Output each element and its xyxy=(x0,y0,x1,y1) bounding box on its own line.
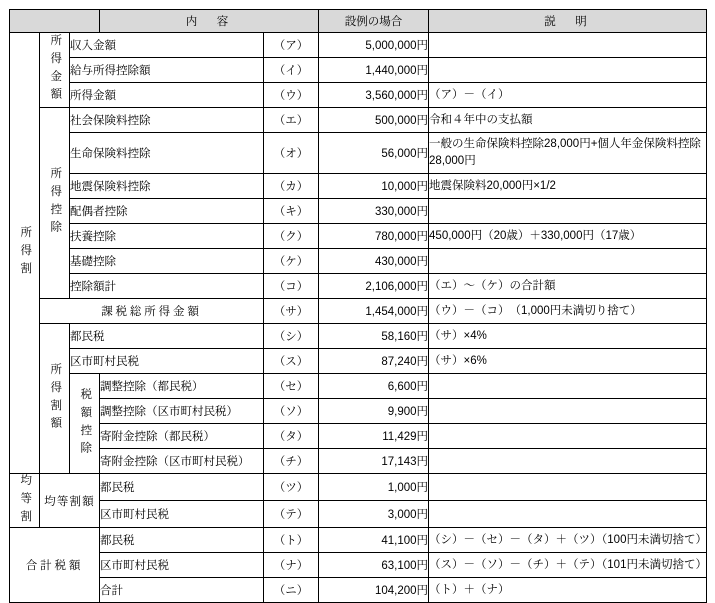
header-blank xyxy=(10,10,100,33)
item-mark: （カ） xyxy=(264,174,319,199)
item-amount: 330,000円 xyxy=(319,199,429,224)
item-note xyxy=(429,424,707,449)
item-amount: 2,106,000円 xyxy=(319,274,429,299)
item-label xyxy=(100,578,264,603)
item-label xyxy=(70,249,264,274)
table-row xyxy=(10,324,707,349)
item-mark: （ト） xyxy=(264,528,319,553)
table-row xyxy=(10,424,707,449)
item-label xyxy=(100,553,264,578)
table-row xyxy=(10,578,707,603)
item-text: 都民税 xyxy=(70,331,105,343)
item-label-kazei-soushotoku: 課税総所得金額 xyxy=(40,299,264,324)
item-note: （サ）×4% xyxy=(429,324,707,349)
item-text: 区市町村民税 xyxy=(100,560,170,573)
item-mark: （チ） xyxy=(264,449,319,474)
item-amount: 11,429円 xyxy=(319,424,429,449)
item-text: 収入金額 xyxy=(70,40,116,52)
item-label xyxy=(70,133,264,174)
item-amount: 104,200円 xyxy=(319,578,429,603)
item-mark: （テ） xyxy=(264,501,319,528)
item-note: 一般の生命保険料控除28,000円+個人年金保険料控除28,000円 xyxy=(429,133,707,174)
item-amount: 63,100円 xyxy=(319,553,429,578)
item-mark: （ウ） xyxy=(264,83,319,108)
item-amount: 10,000円 xyxy=(319,174,429,199)
item-text: 都民税 xyxy=(100,535,135,548)
document-page xyxy=(0,9,715,598)
item-text: 生命保険料控除 xyxy=(70,148,151,160)
item-text: 扶養控除 xyxy=(70,231,116,243)
item-note: （ス）－（ソ）－（チ）＋（テ）（101円未満切捨て） xyxy=(429,553,707,578)
group-label-goukei-zeigaku: 合計税額 xyxy=(10,528,100,603)
item-note: 地震保険料20,000円×1/2 xyxy=(429,174,707,199)
item-mark: （キ） xyxy=(264,199,319,224)
item-text: 基礎控除 xyxy=(70,256,116,268)
item-note: （ウ）－（コ） （1,000円未満切り捨て） xyxy=(429,299,707,324)
item-note: 令和４年中の支払額 xyxy=(429,108,707,133)
item-text: 調整控除（都民税） xyxy=(100,381,204,393)
item-note: （シ）－（セ）－（タ）＋（ツ）（100円未満切捨て） xyxy=(429,528,707,553)
header-example: 設例の場合 xyxy=(319,10,429,33)
item-text: 社会保険料控除 xyxy=(70,115,151,127)
item-text: 都民税 xyxy=(100,482,135,495)
table-row xyxy=(10,399,707,424)
item-note: （サ）×6% xyxy=(429,349,707,374)
item-label xyxy=(100,501,264,528)
table-row xyxy=(10,58,707,83)
table-row xyxy=(10,349,707,374)
table-row xyxy=(10,274,707,299)
item-amount: 3,560,000円 xyxy=(319,83,429,108)
item-amount: 430,000円 xyxy=(319,249,429,274)
item-mark: （オ） xyxy=(264,133,319,174)
table-row xyxy=(10,449,707,474)
item-note xyxy=(429,501,707,528)
tax-calculation-table xyxy=(9,9,707,603)
header-description: 説 明 xyxy=(429,10,707,33)
item-mark: （ナ） xyxy=(264,553,319,578)
table-row xyxy=(10,199,707,224)
item-mark: （セ） xyxy=(264,374,319,399)
item-note xyxy=(429,374,707,399)
item-text: 地震保険料控除 xyxy=(70,181,151,193)
item-text: 配偶者控除 xyxy=(70,206,128,218)
item-text: 所得金額 xyxy=(70,90,116,102)
item-amount: 17,143円 xyxy=(319,449,429,474)
item-mark: （ケ） xyxy=(264,249,319,274)
item-text: 合計 xyxy=(100,585,124,598)
item-note: （エ）～（ケ）の合計額 xyxy=(429,274,707,299)
group-label-shotokuwari: 所得割 xyxy=(10,33,40,474)
table-row xyxy=(10,528,707,553)
item-label xyxy=(100,424,264,449)
item-amount: 56,000円 xyxy=(319,133,429,174)
item-amount: 780,000円 xyxy=(319,224,429,249)
table-row xyxy=(10,133,707,174)
item-amount: 1,440,000円 xyxy=(319,58,429,83)
table-row xyxy=(10,224,707,249)
group-label-kintouwari-gaku: 均等割額 xyxy=(40,474,100,528)
item-amount: 3,000円 xyxy=(319,501,429,528)
item-amount: 6,600円 xyxy=(319,374,429,399)
item-note: （ア）－（イ） xyxy=(429,83,707,108)
item-text: 控除額計 xyxy=(70,281,116,293)
item-note xyxy=(429,399,707,424)
item-note: （ト）＋（ナ） xyxy=(429,578,707,603)
group-label-shotoku-koujo: 所得控除 xyxy=(40,108,70,299)
item-mark: （ツ） xyxy=(264,474,319,501)
item-mark: （コ） xyxy=(264,274,319,299)
item-label xyxy=(70,324,264,349)
table-row xyxy=(10,33,707,58)
item-mark: （シ） xyxy=(264,324,319,349)
item-label xyxy=(70,58,264,83)
table-row xyxy=(10,249,707,274)
item-text: 寄附金控除（都民税） xyxy=(100,431,216,443)
table-row xyxy=(10,553,707,578)
item-mark: （ニ） xyxy=(264,578,319,603)
table-row xyxy=(10,474,707,501)
group-label-shotokuwari-gaku: 所得割額 xyxy=(40,324,70,474)
table-row xyxy=(10,501,707,528)
item-amount: 1,454,000円 xyxy=(319,299,429,324)
item-mark: （タ） xyxy=(264,424,319,449)
item-label xyxy=(70,83,264,108)
item-label xyxy=(100,528,264,553)
item-mark: （ソ） xyxy=(264,399,319,424)
item-text: 区市町村民税 xyxy=(70,356,139,368)
item-note: 450,000円（20歳）＋330,000円（17歳） xyxy=(429,224,707,249)
item-mark: （イ） xyxy=(264,58,319,83)
item-amount: 9,900円 xyxy=(319,399,429,424)
item-label xyxy=(100,474,264,501)
item-note xyxy=(429,199,707,224)
item-label xyxy=(100,374,264,399)
item-amount: 500,000円 xyxy=(319,108,429,133)
item-label xyxy=(70,33,264,58)
item-text: 給与所得控除額 xyxy=(70,65,151,77)
item-label xyxy=(70,174,264,199)
item-text: 寄附金控除（区市町村民税） xyxy=(100,456,250,468)
item-amount: 5,000,000円 xyxy=(319,33,429,58)
item-label xyxy=(100,449,264,474)
item-label xyxy=(70,199,264,224)
item-label xyxy=(100,399,264,424)
item-note xyxy=(429,33,707,58)
item-amount: 1,000円 xyxy=(319,474,429,501)
item-mark: （エ） xyxy=(264,108,319,133)
table-row xyxy=(10,108,707,133)
item-amount: 87,240円 xyxy=(319,349,429,374)
table-header-row xyxy=(10,10,707,33)
item-note xyxy=(429,249,707,274)
item-mark: （ス） xyxy=(264,349,319,374)
table-row xyxy=(10,374,707,399)
table-row xyxy=(10,174,707,199)
item-note xyxy=(429,474,707,501)
item-label xyxy=(70,108,264,133)
item-amount: 58,160円 xyxy=(319,324,429,349)
group-label-kintouwari: 均等割 xyxy=(10,474,40,528)
item-mark: （ク） xyxy=(264,224,319,249)
item-label xyxy=(70,224,264,249)
item-mark: （ア） xyxy=(264,33,319,58)
item-label xyxy=(70,349,264,374)
item-text: 調整控除（区市町村民税） xyxy=(100,406,239,418)
table-row xyxy=(10,299,707,324)
item-note xyxy=(429,58,707,83)
item-text: 区市町村民税 xyxy=(100,509,170,522)
header-content: 内 容 xyxy=(100,10,319,33)
item-mark: （サ） xyxy=(264,299,319,324)
group-label-shotoku-kingaku: 所得金額 xyxy=(40,33,70,108)
item-label xyxy=(70,274,264,299)
table-row xyxy=(10,83,707,108)
item-note xyxy=(429,449,707,474)
group-label-zeigaku-koujo: 税額控除 xyxy=(70,374,100,474)
item-amount: 41,100円 xyxy=(319,528,429,553)
